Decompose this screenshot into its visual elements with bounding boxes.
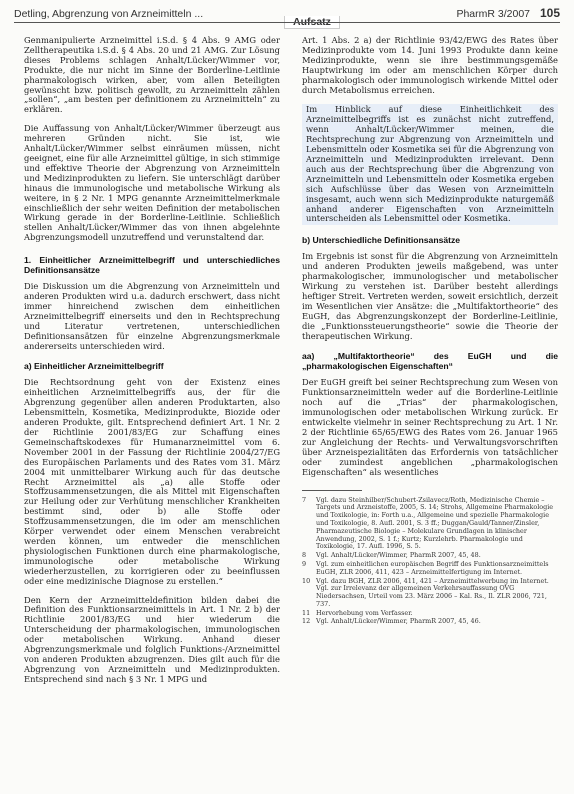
- section-heading: 1. Einheitlicher Arzneimittelbegriff und unterschiedliches Definitionsansätze: [24, 255, 280, 276]
- footnote-number: 10: [302, 576, 311, 585]
- highlighted-paragraph: Im Hinblick auf diese Einheitlichkeit des Arzneimittelbegriffs ist es zunächst nicht zutreffend, wenn Anhalt/Lücker/Wimmer meinen, die Rechtsprechung zur Abgrenzung von Arzneimitteln und Lebensmitteln oder Kosmetika sei für die Abgrenzung von Arzneimitteln und Medizinprodukten irrelevant. Denn auch aus der Rechtsprechung über die Abgrenzung von Arzneimitteln und Lebensmitteln oder Kosmetika ergeben sich Aufschlüsse über das Wesen von Arzneimitteln insgesamt, auch wenn sich Medizinprodukte naturgemäß anhand anderer Eigenschaften von Arzneimitteln unterscheiden als Lebensmittel oder Kosmetika.: [302, 104, 558, 225]
- footnote-text: Hervorhebung vom Verfasser.: [316, 608, 413, 617]
- paragraph: Die Auffassung von Anhalt/Lücker/Wimmer überzeugt aus mehreren Gründen nicht. Sie ist, wie Anhalt/Lücker/Wimmer selbst einräumen müssen, nicht geeignet, eine für alle Arzneimittel gültige, in sich stimmige und effektive Theorie der Abgrenzung von Arzneimitteln und Medizinprodukten zu liefern. Sie unterschlägt darüber hinaus die immunologische und metabolische Wirkung als weitere, in § 2 Nr. 1 MPG genannte Arzneimittelmerkmale einschließlich der sehr weiten Definition der metabolischen Wirkung gerade in der Borderline-Leitlinie. Schließlich stellen Anhalt/Lücker/Wimmer das von ihnen abgelehnte Abgrenzungsmodell unzutreffend und verunstaltend dar.: [24, 123, 280, 243]
- paragraph: Genmanipulierte Arzneimittel i.S.d. § 4 Abs. 9 AMG oder Zelltherapeutika i.S.d. § 4 Abs. 20 und 21 AMG. Zur Lösung dieses Problems schlagen Anhalt/Lücker/Wimmer vor, Produkte, die nur nicht im Sinne der Borderline-Leitlinie pharmakologisch wirken, aber, vom allen Beteiligten gewünscht bzw. politisch gewollt, zu Arzneimitteln zählen „sollen“, „am besten per definitionem zu Arzneimitteln“ zu erklären.: [24, 35, 280, 115]
- footnote-number: 7: [302, 495, 307, 504]
- paragraph: Den Kern der Arzneimitteldefinition bilden dabei die Definition des Funktionsarzneimittels in Art. 1 Nr. 2 b) der Richtlinie 2001/83/EG und hier wiederum die Unterscheidung der pharmakologischen, immunologischen oder metabolischen Wirkung. Anhand dieser Abgrenzungsmerkmale und folglich Funktions-/Arzneimittel von anderen Produkten abzugrenzen. Dies gilt auch für die Abgrenzung von Arzneimitteln und Medizinprodukten. Entsprechend sind nach § 3 Nr. 1 MPG und: [24, 594, 280, 684]
- running-title: Detling, Abgrenzung von Arzneimitteln ...: [14, 8, 204, 20]
- subsection-heading: a) Einheitlicher Arzneimittelbegriff: [24, 361, 164, 372]
- left-column: [24, 36, 280, 694]
- paragraph: Die Rechtsordnung geht von der Existenz eines einheitlichen Arzneimittelbegriffs aus, der für die Abgrenzung gegenüber allen anderen Produktarten, also Lebensmitteln, Kosmetika, Medizinprodukte, Biozide oder anderen Produkte, gilt. Entsprechend definiert Art. 1 Nr. 2 der Richtlinie 2001/83/EG zur Schaffung eines Gemeinschaftskodexes für Humanarzneimittel vom 6. November 2001 in der Fassung der Richtlinie 2004/27/EG des Europäischen Parlaments und des Rates vom 31. März 2004 mit unmittelbarer Wirkung auch für das deutsche Recht Arzneimittel als „a) alle Stoffe oder Stoffzusammensetzungen, die als Mittel mit Eigenschaften zur Heilung oder zur Verhütung menschlicher Krankheiten bestimmt sind, oder b) alle Stoffe oder Stoffzusammensetzungen, die im oder am menschlichen Körper verwendet oder einem Menschen verabreicht werden können, um entweder die menschlichen physiologischen Funktionen durch eine pharmakologische, immunologische oder metabolische Wirkung wiederherzustellen, zu korrigieren oder zu beeinflussen oder eine medizinische Diagnose zu erstellen.“: [24, 377, 280, 586]
- journal-reference: PharmR 3/2007: [456, 8, 530, 20]
- footnote: [302, 561, 558, 577]
- footnote: [302, 610, 558, 618]
- page-number: 105: [539, 6, 560, 20]
- footnote-number: 12: [302, 617, 311, 626]
- right-column: [302, 36, 558, 627]
- footnote: [302, 578, 558, 609]
- header-rule: [14, 22, 560, 23]
- footnote-number: 9: [302, 559, 307, 568]
- footnote-text: Vgl. Anhalt/Lücker/Wimmer, PharmR 2007, 45, 46.: [316, 617, 481, 626]
- footnote-text: Vgl. dazu BGH, ZLR 2006, 411, 421 – Arzneimittelwerbung im Internet. Vgl. zur Irrelevanz der allgemeinen Verkehrsauffassung OVG Niedersachsen, Urteil vom 23. März 2006 – Kal. Rs., Il. ZLR 2006, 721, 737.: [316, 576, 549, 608]
- footnote-rule: [302, 490, 362, 491]
- footnote: [302, 552, 558, 560]
- paragraph: Die Diskussion um die Abgrenzung von Arzneimitteln und anderen Produkten wird u.a. dadurch erschwert, dass nicht immer hinreichend zwischen dem einheitlichen Arzneimittelbegriff einerseits und den in Rechtsprechung und Literatur vertretenen, unterschiedlichen Definitionsansätzen für einzelne Abgrenzungsmerkmale andererseits unterschieden wird.: [24, 281, 280, 351]
- paragraph: Im Ergebnis ist sonst für die Abgrenzung von Arzneimitteln und anderen Produkten jeweils maßgebend, was unter pharmakologischer, immunologischer und metabolischer Wirkung zu verstehen ist. Darüber besteht allerdings heftiger Streit. Vertreten werden, soweit ersichtlich, derzeit im Wesentlichen vier Ansätze: die „Multifaktortheorie“ des EuGH, das Abgrenzungskonzept der Borderline-Leitlinie, die „Funktionssteuerungstheorie“ sowie die Theorie der therapeutischen Wirkung.: [302, 251, 558, 341]
- footnotes: [302, 497, 558, 627]
- subsection-heading: b) Unterschiedliche Definitionsansätze: [302, 235, 461, 246]
- footnote-text: Vgl. Anhalt/Lücker/Wimmer, PharmR 2007, 45, 48.: [316, 551, 481, 560]
- footnote: [302, 618, 558, 626]
- footnote-number: 11: [302, 608, 311, 617]
- section-label: Aufsatz: [284, 16, 340, 29]
- paragraph: Der EuGH greift bei seiner Rechtsprechung zum Wesen von Funktionsarzneimitteln weder auf die Borderline-Leitlinie noch auf die „Trias“ der pharmakologischen, immunologischen oder metabolischen Wirkung zurück. Er entwickelte vielmehr in seiner Rechtsprechung zu Art. 1 Nr. 2 der Richtlinie 65/65/EWG des Rates vom 26. Januar 1965 zur Angleichung der Rechts- und Verwaltungsvorschriften über Arzneispezialitäten das Erfordernis von tatsächlicher oder zumindest angeblichen „pharmakologischen Eigenschaften“ als wesentliches: [302, 377, 558, 477]
- footnote: [302, 497, 558, 552]
- paragraph: Art. 1 Abs. 2 a) der Richtlinie 93/42/EWG des Rates über Medizinprodukte vom 14. Juni 1993 Produkte dann keine Medizinprodukte, wenn sie ihre bestimmungsgemäße Hauptwirkung im oder am menschlichen Körper durch pharmakologisch oder immunologisch wirkende Mittel oder durch Metabolismus erreichen.: [302, 35, 558, 95]
- footnote-text: Vgl. dazu Steinhilber/Schubert-Zsilavecz/Roth, Medizinische Chemie – Targets und Arzneistoffe, 2005, S. 14; Strohs, Allgemeine Pharmakologie und Toxikologie, in: Forth u.a., Allgemeine und spezielle Pharmakologie und Toxikologie, 8. Aufl. 2001, S. 3 ff.; Duggan/Gauld/Tanner/Zinsler, Pharmazeutische Biologie – Molekulare Grundlagen in klinischer Anwendung, 2002, S. 1 f.; Kurtz; Kurzlehrb. Pharmakologie und Toxikologie, 17. Aufl. 1996, S. 5.: [316, 495, 554, 551]
- footnote-number: 8: [302, 551, 307, 560]
- subsection-heading: aa) „Multifaktortheorie“ des EuGH und die „pharmakologischen Eigenschaften“: [302, 351, 558, 372]
- footnote-text: Vgl. zum einheitlichen europäischen Begriff des Funktionsarzneimittels EuGH, ZLR 2006, 411, 423 – Arzneimittelfertigung im Internet.: [316, 559, 549, 576]
